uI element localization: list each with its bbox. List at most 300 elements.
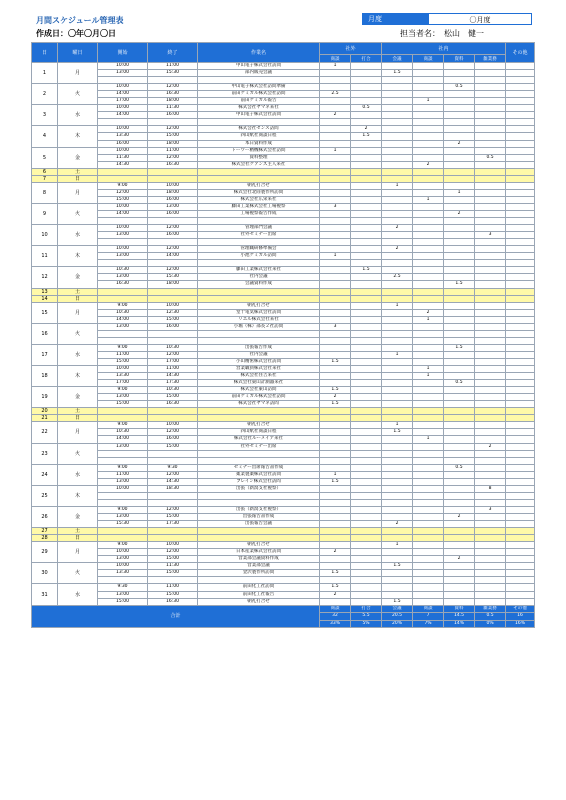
- inside-documents-cell[interactable]: [444, 302, 475, 309]
- inside-conference-cell[interactable]: [382, 464, 413, 471]
- outside-meeting-cell[interactable]: [320, 436, 351, 443]
- inside-documents-cell[interactable]: [444, 77, 475, 84]
- inside-misc-cell[interactable]: [475, 112, 506, 119]
- inside-conference-cell[interactable]: [382, 549, 413, 556]
- other-cell[interactable]: [506, 316, 535, 323]
- outside-meeting-cell[interactable]: 1.5: [320, 478, 351, 485]
- other-cell[interactable]: [506, 175, 535, 182]
- outside-meeting-cell[interactable]: 3: [320, 203, 351, 210]
- task-cell[interactable]: 営業部会議: [198, 563, 320, 570]
- inside-documents-cell[interactable]: [444, 225, 475, 232]
- start-time-cell[interactable]: [98, 168, 148, 175]
- end-time-cell[interactable]: 16:00: [148, 112, 198, 119]
- outside-meeting-cell[interactable]: [320, 126, 351, 133]
- inside-conference-cell[interactable]: 1: [382, 542, 413, 549]
- inside-conference-cell[interactable]: [382, 528, 413, 535]
- task-cell[interactable]: トーワー精機株式会社訪問: [198, 147, 320, 154]
- start-time-cell[interactable]: 14:30: [98, 161, 148, 168]
- task-cell[interactable]: [198, 492, 320, 499]
- outside-discussion-cell[interactable]: [351, 394, 382, 401]
- outside-meeting-cell[interactable]: 3: [320, 323, 351, 330]
- task-cell[interactable]: 日本産業株式会社訪問: [198, 549, 320, 556]
- start-time-cell[interactable]: 13:00: [98, 591, 148, 598]
- task-cell[interactable]: 出張（新潟支社視察）: [198, 506, 320, 513]
- inside-meeting-cell[interactable]: [413, 528, 444, 535]
- outside-discussion-cell[interactable]: [351, 373, 382, 380]
- end-time-cell[interactable]: 15:00: [148, 133, 198, 140]
- outside-discussion-cell[interactable]: [351, 119, 382, 126]
- inside-misc-cell[interactable]: [475, 591, 506, 598]
- inside-meeting-cell[interactable]: [413, 422, 444, 429]
- inside-meeting-cell[interactable]: [413, 344, 444, 351]
- outside-meeting-cell[interactable]: [320, 337, 351, 344]
- other-cell[interactable]: [506, 563, 535, 570]
- end-time-cell[interactable]: [148, 415, 198, 422]
- outside-meeting-cell[interactable]: [320, 182, 351, 189]
- task-cell[interactable]: 小堀（株）部長２社訪問: [198, 323, 320, 330]
- outside-discussion-cell[interactable]: [351, 77, 382, 84]
- inside-meeting-cell[interactable]: [413, 464, 444, 471]
- other-cell[interactable]: [506, 584, 535, 591]
- inside-documents-cell[interactable]: [444, 267, 475, 274]
- task-cell[interactable]: [198, 330, 320, 337]
- inside-conference-cell[interactable]: [382, 394, 413, 401]
- inside-meeting-cell[interactable]: [413, 521, 444, 528]
- inside-misc-cell[interactable]: [475, 105, 506, 112]
- inside-misc-cell[interactable]: [475, 218, 506, 225]
- task-cell[interactable]: 株式会社ヤマネ訪問: [198, 401, 320, 408]
- outside-meeting-cell[interactable]: [320, 239, 351, 246]
- task-cell[interactable]: 前田化工社報告: [198, 591, 320, 598]
- outside-discussion-cell[interactable]: [351, 323, 382, 330]
- outside-meeting-cell[interactable]: 2: [320, 394, 351, 401]
- outside-discussion-cell[interactable]: [351, 281, 382, 288]
- outside-meeting-cell[interactable]: 2: [320, 112, 351, 119]
- inside-misc-cell[interactable]: [475, 492, 506, 499]
- other-cell[interactable]: [506, 408, 535, 415]
- inside-meeting-cell[interactable]: [413, 570, 444, 577]
- inside-conference-cell[interactable]: 1: [382, 351, 413, 358]
- outside-discussion-cell[interactable]: [351, 485, 382, 492]
- inside-meeting-cell[interactable]: 1: [413, 436, 444, 443]
- inside-conference-cell[interactable]: [382, 535, 413, 542]
- other-cell[interactable]: [506, 471, 535, 478]
- start-time-cell[interactable]: 10:00: [98, 105, 148, 112]
- inside-conference-cell[interactable]: [382, 387, 413, 394]
- outside-discussion-cell[interactable]: [351, 429, 382, 436]
- outside-discussion-cell[interactable]: [351, 471, 382, 478]
- inside-meeting-cell[interactable]: [413, 471, 444, 478]
- inside-conference-cell[interactable]: [382, 457, 413, 464]
- inside-documents-cell[interactable]: [444, 450, 475, 457]
- outside-discussion-cell[interactable]: [351, 84, 382, 91]
- outside-discussion-cell[interactable]: [351, 591, 382, 598]
- inside-meeting-cell[interactable]: [413, 288, 444, 295]
- inside-documents-cell[interactable]: [444, 422, 475, 429]
- task-cell[interactable]: 藤田工業株式会社工場視察: [198, 203, 320, 210]
- end-time-cell[interactable]: 11:00: [148, 147, 198, 154]
- inside-documents-cell[interactable]: [444, 203, 475, 210]
- inside-documents-cell[interactable]: [444, 147, 475, 154]
- inside-meeting-cell[interactable]: [413, 591, 444, 598]
- end-time-cell[interactable]: 17:30: [148, 521, 198, 528]
- outside-discussion-cell[interactable]: [351, 514, 382, 521]
- task-cell[interactable]: 朝礼打合せ: [198, 422, 320, 429]
- outside-discussion-cell[interactable]: [351, 63, 382, 70]
- inside-documents-cell[interactable]: [444, 535, 475, 542]
- task-cell[interactable]: 会議資料作成: [198, 281, 320, 288]
- outside-discussion-cell[interactable]: [351, 556, 382, 563]
- start-time-cell[interactable]: 13:30: [98, 133, 148, 140]
- outside-discussion-cell[interactable]: [351, 408, 382, 415]
- end-time-cell[interactable]: [148, 492, 198, 499]
- task-cell[interactable]: 金沢製作所訪問: [198, 570, 320, 577]
- end-time-cell[interactable]: 16:00: [148, 196, 198, 203]
- inside-meeting-cell[interactable]: [413, 274, 444, 281]
- end-time-cell[interactable]: 11:00: [148, 63, 198, 70]
- inside-conference-cell[interactable]: [382, 570, 413, 577]
- inside-misc-cell[interactable]: [475, 366, 506, 373]
- outside-meeting-cell[interactable]: [320, 225, 351, 232]
- inside-meeting-cell[interactable]: [413, 506, 444, 513]
- task-cell[interactable]: 朝礼打合せ: [198, 542, 320, 549]
- other-cell[interactable]: [506, 344, 535, 351]
- inside-meeting-cell[interactable]: [413, 598, 444, 605]
- inside-meeting-cell[interactable]: [413, 253, 444, 260]
- end-time-cell[interactable]: 9:30: [148, 464, 198, 471]
- inside-documents-cell[interactable]: [444, 309, 475, 316]
- start-time-cell[interactable]: 9:00: [98, 302, 148, 309]
- other-cell[interactable]: [506, 126, 535, 133]
- outside-meeting-cell[interactable]: [320, 598, 351, 605]
- other-cell[interactable]: [506, 429, 535, 436]
- end-time-cell[interactable]: 15:00: [148, 443, 198, 450]
- other-cell[interactable]: [506, 253, 535, 260]
- inside-misc-cell[interactable]: [475, 63, 506, 70]
- end-time-cell[interactable]: 13:00: [148, 203, 198, 210]
- end-time-cell[interactable]: [148, 260, 198, 267]
- end-time-cell[interactable]: 12:00: [148, 429, 198, 436]
- outside-discussion-cell[interactable]: [351, 140, 382, 147]
- outside-meeting-cell[interactable]: [320, 154, 351, 161]
- outside-discussion-cell[interactable]: [351, 70, 382, 77]
- task-cell[interactable]: リエル株式会社来社: [198, 316, 320, 323]
- inside-misc-cell[interactable]: [475, 295, 506, 302]
- inside-meeting-cell[interactable]: [413, 147, 444, 154]
- outside-meeting-cell[interactable]: [320, 344, 351, 351]
- end-time-cell[interactable]: 12:00: [148, 267, 198, 274]
- other-cell[interactable]: [506, 210, 535, 217]
- end-time-cell[interactable]: [148, 239, 198, 246]
- inside-meeting-cell[interactable]: 1: [413, 316, 444, 323]
- inside-conference-cell[interactable]: [382, 408, 413, 415]
- outside-meeting-cell[interactable]: [320, 316, 351, 323]
- end-time-cell[interactable]: 18:00: [148, 189, 198, 196]
- inside-misc-cell[interactable]: [475, 119, 506, 126]
- inside-conference-cell[interactable]: [382, 112, 413, 119]
- inside-conference-cell[interactable]: [382, 203, 413, 210]
- end-time-cell[interactable]: 16:00: [148, 436, 198, 443]
- inside-documents-cell[interactable]: [444, 323, 475, 330]
- start-time-cell[interactable]: 9:00: [98, 387, 148, 394]
- task-cell[interactable]: 株式会社広栄来社: [198, 196, 320, 203]
- start-time-cell[interactable]: 10:30: [98, 429, 148, 436]
- task-cell[interactable]: [198, 295, 320, 302]
- outside-meeting-cell[interactable]: [320, 443, 351, 450]
- inside-documents-cell[interactable]: [444, 373, 475, 380]
- other-cell[interactable]: [506, 415, 535, 422]
- start-time-cell[interactable]: 10:00: [98, 84, 148, 91]
- outside-discussion-cell[interactable]: [351, 570, 382, 577]
- outside-meeting-cell[interactable]: [320, 309, 351, 316]
- outside-meeting-cell[interactable]: 2: [320, 591, 351, 598]
- inside-meeting-cell[interactable]: [413, 281, 444, 288]
- start-time-cell[interactable]: 14:00: [98, 112, 148, 119]
- outside-meeting-cell[interactable]: 1.5: [320, 570, 351, 577]
- end-time-cell[interactable]: 18:00: [148, 281, 198, 288]
- inside-documents-cell[interactable]: [444, 591, 475, 598]
- inside-meeting-cell[interactable]: 1: [413, 98, 444, 105]
- inside-meeting-cell[interactable]: [413, 514, 444, 521]
- outside-meeting-cell[interactable]: [320, 302, 351, 309]
- task-cell[interactable]: 朝礼打合せ: [198, 182, 320, 189]
- start-time-cell[interactable]: 13:00: [98, 443, 148, 450]
- inside-misc-cell[interactable]: [475, 542, 506, 549]
- other-cell[interactable]: [506, 351, 535, 358]
- inside-conference-cell[interactable]: [382, 84, 413, 91]
- start-time-cell[interactable]: [98, 337, 148, 344]
- start-time-cell[interactable]: [98, 408, 148, 415]
- inside-documents-cell[interactable]: 1.5: [444, 281, 475, 288]
- task-cell[interactable]: 朝礼打合せ: [198, 598, 320, 605]
- other-cell[interactable]: [506, 225, 535, 232]
- outside-meeting-cell[interactable]: [320, 464, 351, 471]
- inside-conference-cell[interactable]: [382, 77, 413, 84]
- outside-meeting-cell[interactable]: [320, 542, 351, 549]
- task-cell[interactable]: ブレイン株式会社訪問: [198, 478, 320, 485]
- start-time-cell[interactable]: [98, 260, 148, 267]
- inside-documents-cell[interactable]: [444, 429, 475, 436]
- outside-meeting-cell[interactable]: [320, 506, 351, 513]
- inside-conference-cell[interactable]: [382, 295, 413, 302]
- inside-misc-cell[interactable]: 8: [475, 485, 506, 492]
- start-time-cell[interactable]: 15:00: [98, 196, 148, 203]
- inside-meeting-cell[interactable]: [413, 387, 444, 394]
- start-time-cell[interactable]: [98, 492, 148, 499]
- end-time-cell[interactable]: 17:00: [148, 358, 198, 365]
- inside-documents-cell[interactable]: 1.5: [444, 344, 475, 351]
- outside-discussion-cell[interactable]: [351, 239, 382, 246]
- other-cell[interactable]: [506, 119, 535, 126]
- inside-conference-cell[interactable]: [382, 161, 413, 168]
- inside-conference-cell[interactable]: [382, 330, 413, 337]
- inside-conference-cell[interactable]: [382, 373, 413, 380]
- inside-misc-cell[interactable]: [475, 471, 506, 478]
- inside-documents-cell[interactable]: [444, 239, 475, 246]
- outside-meeting-cell[interactable]: [320, 140, 351, 147]
- inside-conference-cell[interactable]: [382, 485, 413, 492]
- inside-misc-cell[interactable]: [475, 549, 506, 556]
- outside-discussion-cell[interactable]: [351, 436, 382, 443]
- inside-conference-cell[interactable]: [382, 499, 413, 506]
- task-cell[interactable]: 株式会社ヤマネ来社: [198, 105, 320, 112]
- inside-meeting-cell[interactable]: [413, 549, 444, 556]
- other-cell[interactable]: [506, 140, 535, 147]
- start-time-cell[interactable]: 9:00: [98, 344, 148, 351]
- inside-documents-cell[interactable]: [444, 119, 475, 126]
- outside-discussion-cell[interactable]: [351, 415, 382, 422]
- end-time-cell[interactable]: 12:00: [148, 549, 198, 556]
- inside-misc-cell[interactable]: [475, 274, 506, 281]
- inside-meeting-cell[interactable]: [413, 126, 444, 133]
- outside-meeting-cell[interactable]: [320, 373, 351, 380]
- start-time-cell[interactable]: 10:00: [98, 147, 148, 154]
- inside-documents-cell[interactable]: [444, 168, 475, 175]
- inside-conference-cell[interactable]: 2: [382, 246, 413, 253]
- inside-documents-cell[interactable]: [444, 408, 475, 415]
- inside-documents-cell[interactable]: [444, 316, 475, 323]
- inside-misc-cell[interactable]: [475, 210, 506, 217]
- other-cell[interactable]: [506, 182, 535, 189]
- inside-meeting-cell[interactable]: 1: [413, 373, 444, 380]
- start-time-cell[interactable]: 10:30: [98, 309, 148, 316]
- end-time-cell[interactable]: [148, 528, 198, 535]
- inside-misc-cell[interactable]: 3: [475, 232, 506, 239]
- task-cell[interactable]: 管理部門会議: [198, 225, 320, 232]
- task-cell[interactable]: 本日資料作成: [198, 140, 320, 147]
- inside-meeting-cell[interactable]: [413, 119, 444, 126]
- other-cell[interactable]: [506, 591, 535, 598]
- inside-misc-cell[interactable]: [475, 401, 506, 408]
- inside-documents-cell[interactable]: [444, 549, 475, 556]
- inside-documents-cell[interactable]: [444, 570, 475, 577]
- end-time-cell[interactable]: 11:30: [148, 105, 198, 112]
- inside-documents-cell[interactable]: [444, 330, 475, 337]
- inside-documents-cell[interactable]: [444, 126, 475, 133]
- inside-documents-cell[interactable]: [444, 196, 475, 203]
- outside-discussion-cell[interactable]: [351, 274, 382, 281]
- inside-conference-cell[interactable]: [382, 316, 413, 323]
- outside-meeting-cell[interactable]: [320, 98, 351, 105]
- task-cell[interactable]: 出張報告会議: [198, 521, 320, 528]
- outside-discussion-cell[interactable]: [351, 260, 382, 267]
- outside-meeting-cell[interactable]: [320, 84, 351, 91]
- inside-conference-cell[interactable]: [382, 267, 413, 274]
- inside-conference-cell[interactable]: [382, 415, 413, 422]
- inside-documents-cell[interactable]: [444, 98, 475, 105]
- outside-meeting-cell[interactable]: [320, 366, 351, 373]
- other-cell[interactable]: [506, 246, 535, 253]
- outside-meeting-cell[interactable]: [320, 535, 351, 542]
- inside-documents-cell[interactable]: [444, 478, 475, 485]
- outside-meeting-cell[interactable]: [320, 189, 351, 196]
- inside-conference-cell[interactable]: [382, 471, 413, 478]
- inside-meeting-cell[interactable]: [413, 140, 444, 147]
- inside-conference-cell[interactable]: [382, 478, 413, 485]
- inside-conference-cell[interactable]: [382, 126, 413, 133]
- inside-meeting-cell[interactable]: 2: [413, 309, 444, 316]
- inside-documents-cell[interactable]: [444, 577, 475, 584]
- inside-misc-cell[interactable]: 2: [475, 443, 506, 450]
- inside-misc-cell[interactable]: [475, 330, 506, 337]
- inside-misc-cell[interactable]: [475, 140, 506, 147]
- outside-meeting-cell[interactable]: [320, 577, 351, 584]
- other-cell[interactable]: [506, 492, 535, 499]
- outside-discussion-cell[interactable]: 0.5: [351, 105, 382, 112]
- inside-misc-cell[interactable]: [475, 175, 506, 182]
- other-cell[interactable]: [506, 295, 535, 302]
- inside-misc-cell[interactable]: [475, 521, 506, 528]
- inside-misc-cell[interactable]: [475, 457, 506, 464]
- end-time-cell[interactable]: 12:00: [148, 84, 198, 91]
- other-cell[interactable]: [506, 528, 535, 535]
- other-cell[interactable]: [506, 443, 535, 450]
- other-cell[interactable]: [506, 401, 535, 408]
- start-time-cell[interactable]: 13:30: [98, 570, 148, 577]
- task-cell[interactable]: [198, 168, 320, 175]
- task-cell[interactable]: [198, 239, 320, 246]
- inside-documents-cell[interactable]: [444, 499, 475, 506]
- start-time-cell[interactable]: 14:00: [98, 91, 148, 98]
- outside-discussion-cell[interactable]: [351, 549, 382, 556]
- outside-discussion-cell[interactable]: [351, 478, 382, 485]
- start-time-cell[interactable]: [98, 239, 148, 246]
- outside-discussion-cell[interactable]: [351, 147, 382, 154]
- end-time-cell[interactable]: 14:30: [148, 373, 198, 380]
- inside-misc-cell[interactable]: [475, 225, 506, 232]
- outside-discussion-cell[interactable]: [351, 351, 382, 358]
- end-time-cell[interactable]: 15:00: [148, 591, 198, 598]
- inside-meeting-cell[interactable]: [413, 408, 444, 415]
- inside-misc-cell[interactable]: [475, 323, 506, 330]
- end-time-cell[interactable]: 16:30: [148, 598, 198, 605]
- inside-conference-cell[interactable]: [382, 119, 413, 126]
- outside-discussion-cell[interactable]: [351, 577, 382, 584]
- inside-conference-cell[interactable]: 2: [382, 521, 413, 528]
- inside-documents-cell[interactable]: [444, 288, 475, 295]
- inside-misc-cell[interactable]: [475, 189, 506, 196]
- inside-meeting-cell[interactable]: [413, 105, 444, 112]
- start-time-cell[interactable]: 10:30: [98, 267, 148, 274]
- start-time-cell[interactable]: 13:00: [98, 253, 148, 260]
- inside-meeting-cell[interactable]: [413, 429, 444, 436]
- outside-discussion-cell[interactable]: 1.5: [351, 267, 382, 274]
- inside-documents-cell[interactable]: [444, 253, 475, 260]
- end-time-cell[interactable]: [148, 499, 198, 506]
- inside-documents-cell[interactable]: [444, 260, 475, 267]
- other-cell[interactable]: [506, 373, 535, 380]
- inside-conference-cell[interactable]: [382, 253, 413, 260]
- end-time-cell[interactable]: 15:30: [148, 70, 198, 77]
- outside-meeting-cell[interactable]: [320, 422, 351, 429]
- other-cell[interactable]: [506, 366, 535, 373]
- inside-documents-cell[interactable]: [444, 366, 475, 373]
- inside-misc-cell[interactable]: [475, 196, 506, 203]
- task-cell[interactable]: 社外セミナー出席: [198, 232, 320, 239]
- inside-misc-cell[interactable]: [475, 344, 506, 351]
- inside-meeting-cell[interactable]: 1: [413, 366, 444, 373]
- start-time-cell[interactable]: 11:00: [98, 351, 148, 358]
- inside-misc-cell[interactable]: [475, 126, 506, 133]
- other-cell[interactable]: [506, 154, 535, 161]
- inside-documents-cell[interactable]: [444, 521, 475, 528]
- task-cell[interactable]: 前田化工社訪問: [198, 584, 320, 591]
- inside-misc-cell[interactable]: [475, 288, 506, 295]
- task-cell[interactable]: 前田ケミカル株式会社訪問: [198, 394, 320, 401]
- outside-meeting-cell[interactable]: [320, 218, 351, 225]
- start-time-cell[interactable]: [98, 330, 148, 337]
- inside-conference-cell[interactable]: 1: [382, 182, 413, 189]
